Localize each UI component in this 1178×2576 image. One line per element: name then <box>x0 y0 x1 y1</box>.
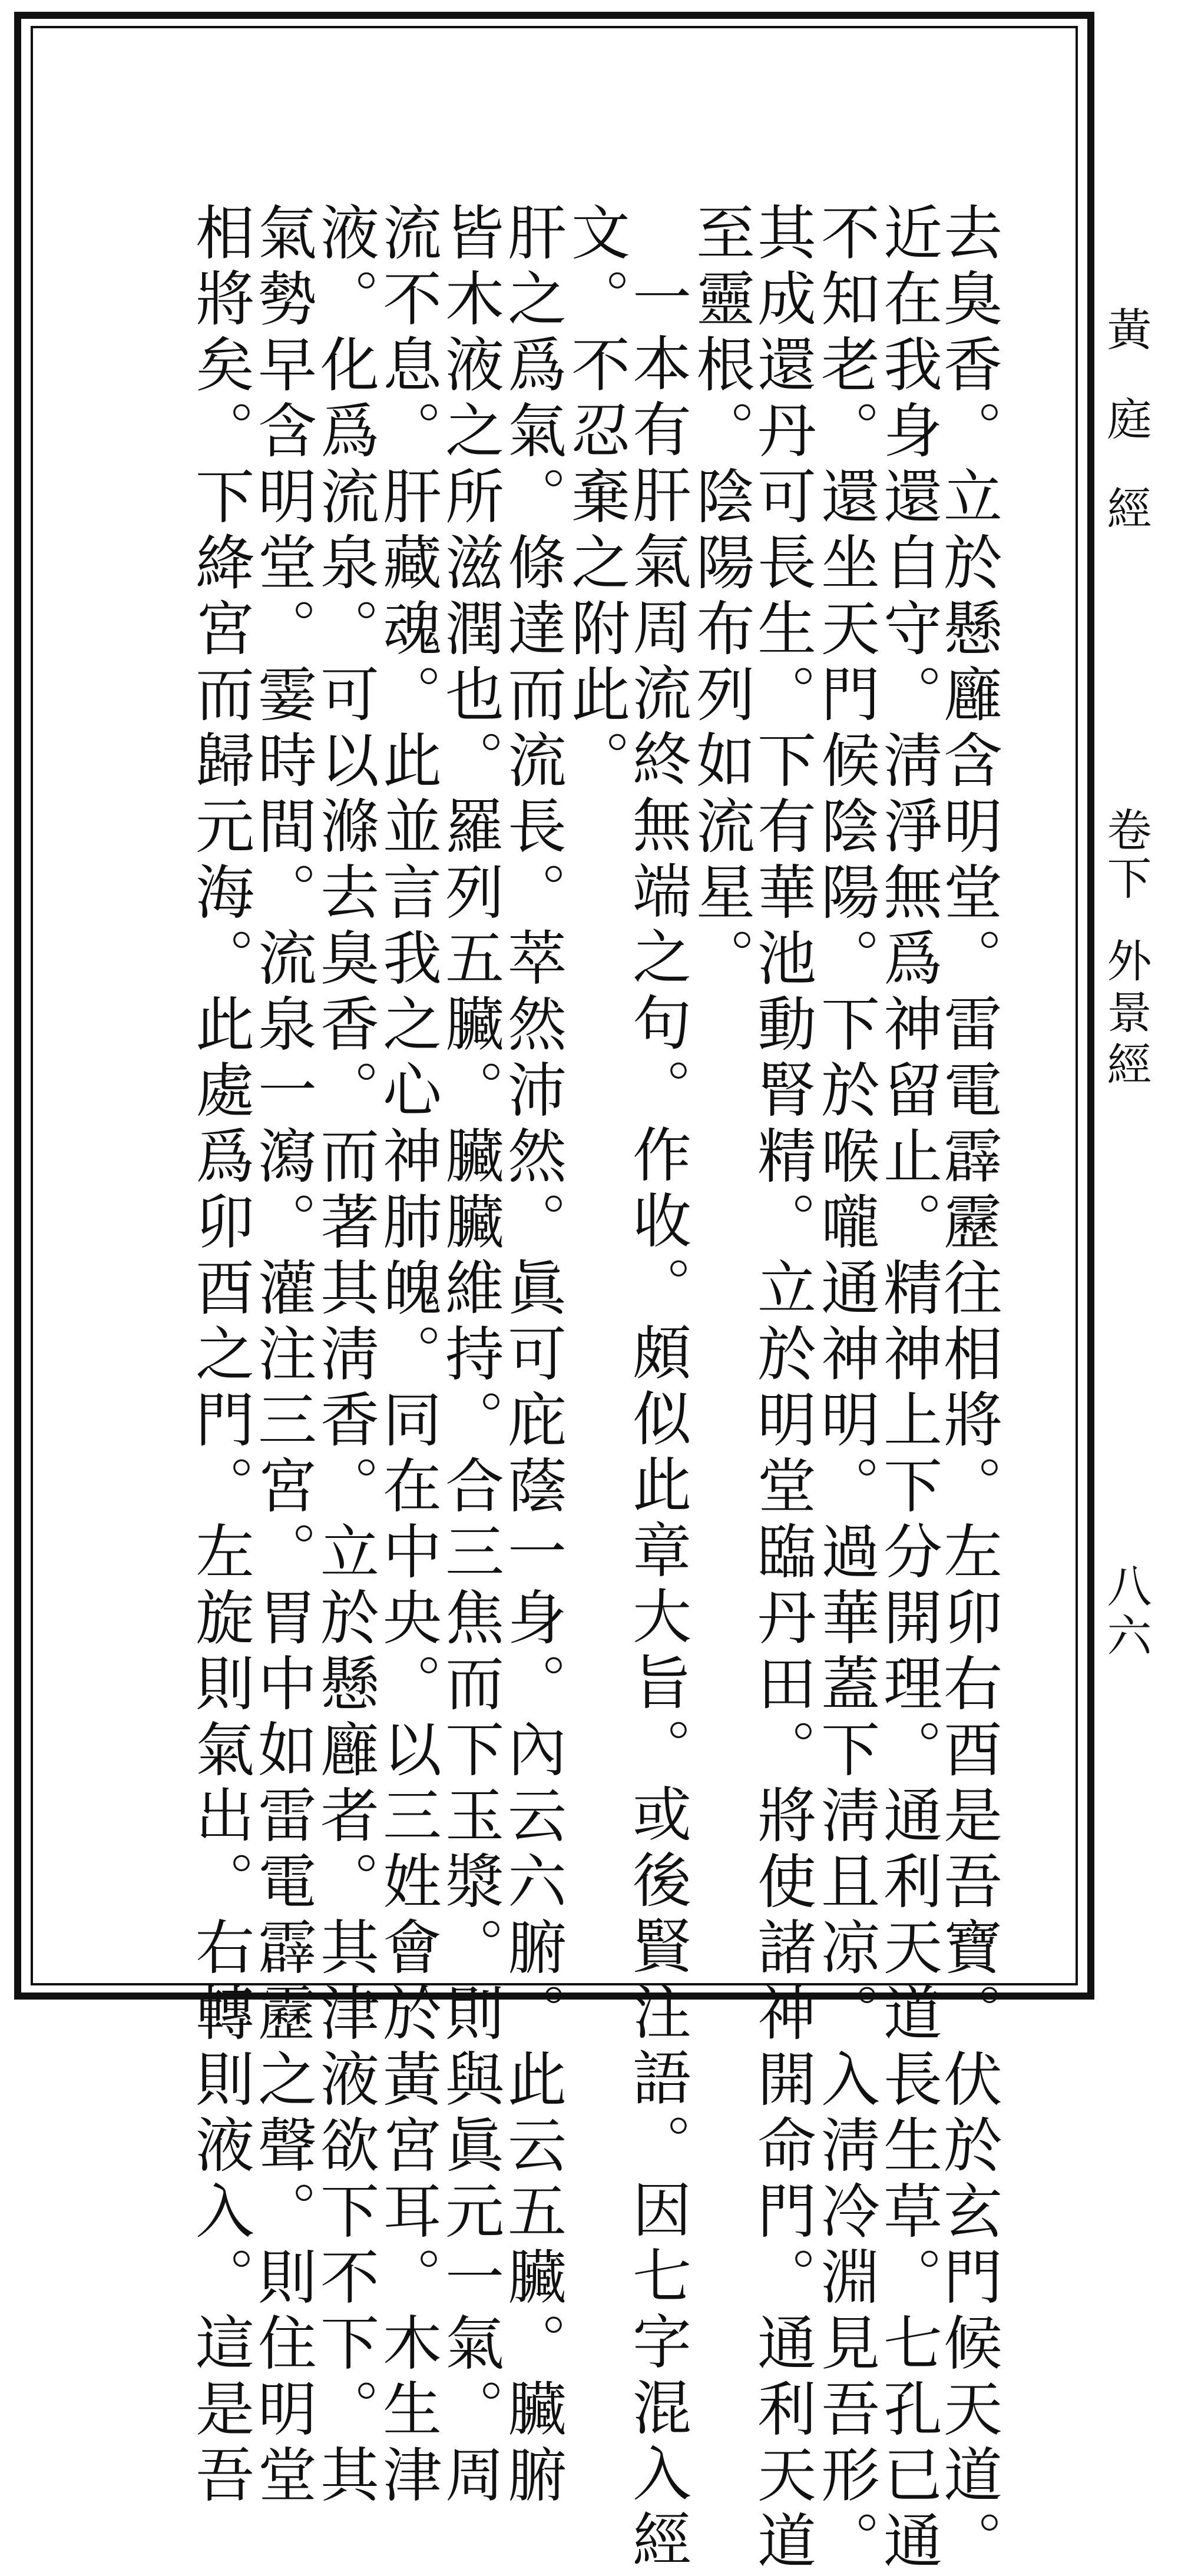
text-column-1: 去臭香。立於懸廱含明堂。雷電霹靂往相將。左卯右酉是吾寶。伏於玄門候天道。 <box>934 202 1002 2576</box>
commentary-column-4: 液。化爲流泉。可以滌去臭香。而著其淸香。立於懸廱者。其津液欲下不下。其 <box>310 202 379 2510</box>
running-title: 黃庭經 <box>1100 306 1152 575</box>
page-number: 八六 <box>1100 1563 1152 1662</box>
commentary-column-2: 皆木液之所滋潤也。羅列五臟。臟臟維持。合三焦而下玉漿。則與眞元一氣。周 <box>435 202 504 2510</box>
commentary-column-6: 相將矣。下絳宮而歸元海。此處爲卯酉之門。左旋則氣出。右轉則液入。這是吾 <box>186 202 254 2510</box>
volume-label: 卷下 <box>1100 807 1152 903</box>
text-column-3: 不知老。還坐天門候陰陽。下於喉嚨通神明。過華蓋下淸且凉。入淸冷淵見吾形。 <box>811 202 880 2576</box>
section-title: 外景經 <box>1100 937 1152 1093</box>
note-column-2: 文。不忍棄之附此。 <box>561 202 630 795</box>
note-column-1: 一本有肝氣周流終無端之句。作收。頗似此章大旨。或後賢注語。因七字混入經 <box>623 267 691 2575</box>
text-column-2: 近在我身還自守。淸淨無爲神留止。精神上下分開理。通利天道長生草。七孔已通 <box>873 202 942 2576</box>
commentary-column-5: 氣勢早含明堂。霎時間。流泉一瀉。灌注三宮。胃中如雷電霹靂之聲。則住明堂 <box>248 202 317 2510</box>
text-column-4: 其成還丹可長生。下有華池動腎精。立於明堂臨丹田。將使諸神開命門。通利天道 <box>747 202 816 2576</box>
commentary-column-1: 肝之爲氣。條達而流長。萃然沛然。眞可庇蔭一身。內云六腑。此云五臟。臟腑 <box>498 202 567 2510</box>
text-column-5: 至靈根。陰陽布列如流星。 <box>686 202 755 993</box>
commentary-column-3: 流不息。肝藏魂。此並言我之心神肺魄。同在中央。以三姓會於黃宮耳。木生津 <box>373 202 442 2510</box>
